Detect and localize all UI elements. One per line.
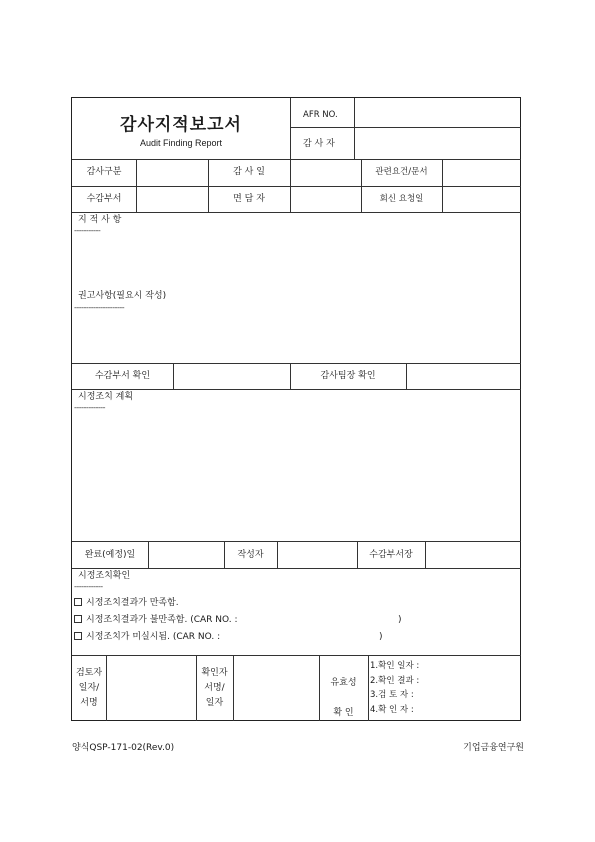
plan-underline: ------------- (74, 403, 106, 412)
audit-type-label: 감사구분 (86, 167, 122, 177)
confirmer-label: 확인자 서명/ 일자 (201, 668, 228, 708)
auditee-label: 수감부서 (86, 194, 122, 204)
team-confirm-field[interactable] (408, 365, 519, 387)
option-satisfied-text: 시정조치결과가 만족함. (86, 598, 179, 608)
checkbox-unsatisfied[interactable] (74, 615, 82, 623)
option-not-done-close: ) (379, 632, 383, 642)
validity-item-date: 1.확인 일자 : (370, 661, 420, 671)
option-satisfied[interactable] (74, 598, 179, 609)
recommendation-label: 권고사항(필요시 작성) (78, 291, 167, 301)
option-not-done[interactable] (74, 632, 220, 643)
validity-label: 유효성 확 인 (330, 678, 357, 718)
dept-confirm-label: 수감부서 확인 (94, 371, 151, 381)
interviewee-field[interactable] (292, 188, 359, 210)
reviewer-label: 검토자 일자/ 서명 (75, 668, 103, 708)
validity-item-reviewer: 3.검 토 자 : (370, 690, 414, 700)
dept-head-label: 수감부서장 (369, 550, 413, 560)
form-subtitle: Audit Finding Report (139, 138, 223, 148)
findings-textarea[interactable] (76, 238, 516, 288)
related-req-field[interactable] (444, 161, 519, 184)
verification-underline: ------------ (74, 582, 103, 591)
writer-label: 작성자 (237, 550, 264, 560)
form-number: 양식QSP-171-02(Rev.0) (72, 743, 175, 753)
afr-no-field[interactable] (356, 100, 518, 125)
afr-no-label: AFR NO. (303, 110, 338, 120)
audit-date-label: 감 사 일 (233, 167, 265, 177)
form-title: 감사지적보고서 (120, 115, 242, 135)
option-unsatisfied[interactable] (74, 615, 238, 626)
reply-due-label: 회신 요청일 (379, 194, 424, 204)
findings-label: 지 적 사 항 (78, 215, 122, 225)
related-req-label: 관련요건/문서 (375, 167, 428, 177)
recommendation-textarea[interactable] (76, 316, 516, 361)
auditor-field[interactable] (356, 130, 518, 156)
writer-field[interactable] (279, 543, 355, 566)
validity-items (370, 659, 419, 717)
team-confirm-label: 감사팀장 확인 (320, 371, 376, 381)
due-date-field[interactable] (150, 543, 222, 566)
option-not-done-text: 시정조치가 미실시됨. (CAR NO. : (86, 632, 221, 642)
reviewer-field[interactable] (108, 657, 194, 719)
validity-item-confirmer: 4.확 인 자 : (370, 704, 414, 715)
organization-name: 기업금융연구원 (463, 743, 524, 753)
option-unsatisfied-text: 시정조치결과가 불만족함. (CAR NO. : (86, 615, 238, 625)
findings-underline: ----------- (74, 226, 101, 235)
checkbox-not-done[interactable] (74, 632, 82, 640)
auditee-field[interactable] (138, 188, 206, 210)
validity-item-result: 2.확인 결과 : (370, 675, 420, 686)
reply-due-field[interactable] (444, 188, 519, 210)
verification-label: 시정조치확인 (78, 571, 131, 581)
audit-finding-form (71, 97, 521, 721)
recommendation-underline: --------------------- (74, 303, 125, 312)
audit-type-field[interactable] (138, 161, 206, 184)
confirmer-field[interactable] (235, 657, 317, 719)
plan-label: 시정조치 계획 (78, 392, 134, 402)
option-unsatisfied-close: ) (398, 615, 402, 625)
audit-date-field[interactable] (292, 161, 359, 184)
dept-head-field[interactable] (427, 543, 519, 566)
due-date-label: 완료(예정)일 (84, 550, 136, 560)
dept-confirm-field[interactable] (175, 365, 288, 387)
interviewee-label: 면 담 자 (233, 194, 265, 204)
auditor-label: 감 사 자 (303, 139, 335, 149)
checkbox-satisfied[interactable] (74, 598, 82, 606)
plan-textarea[interactable] (76, 416, 516, 538)
